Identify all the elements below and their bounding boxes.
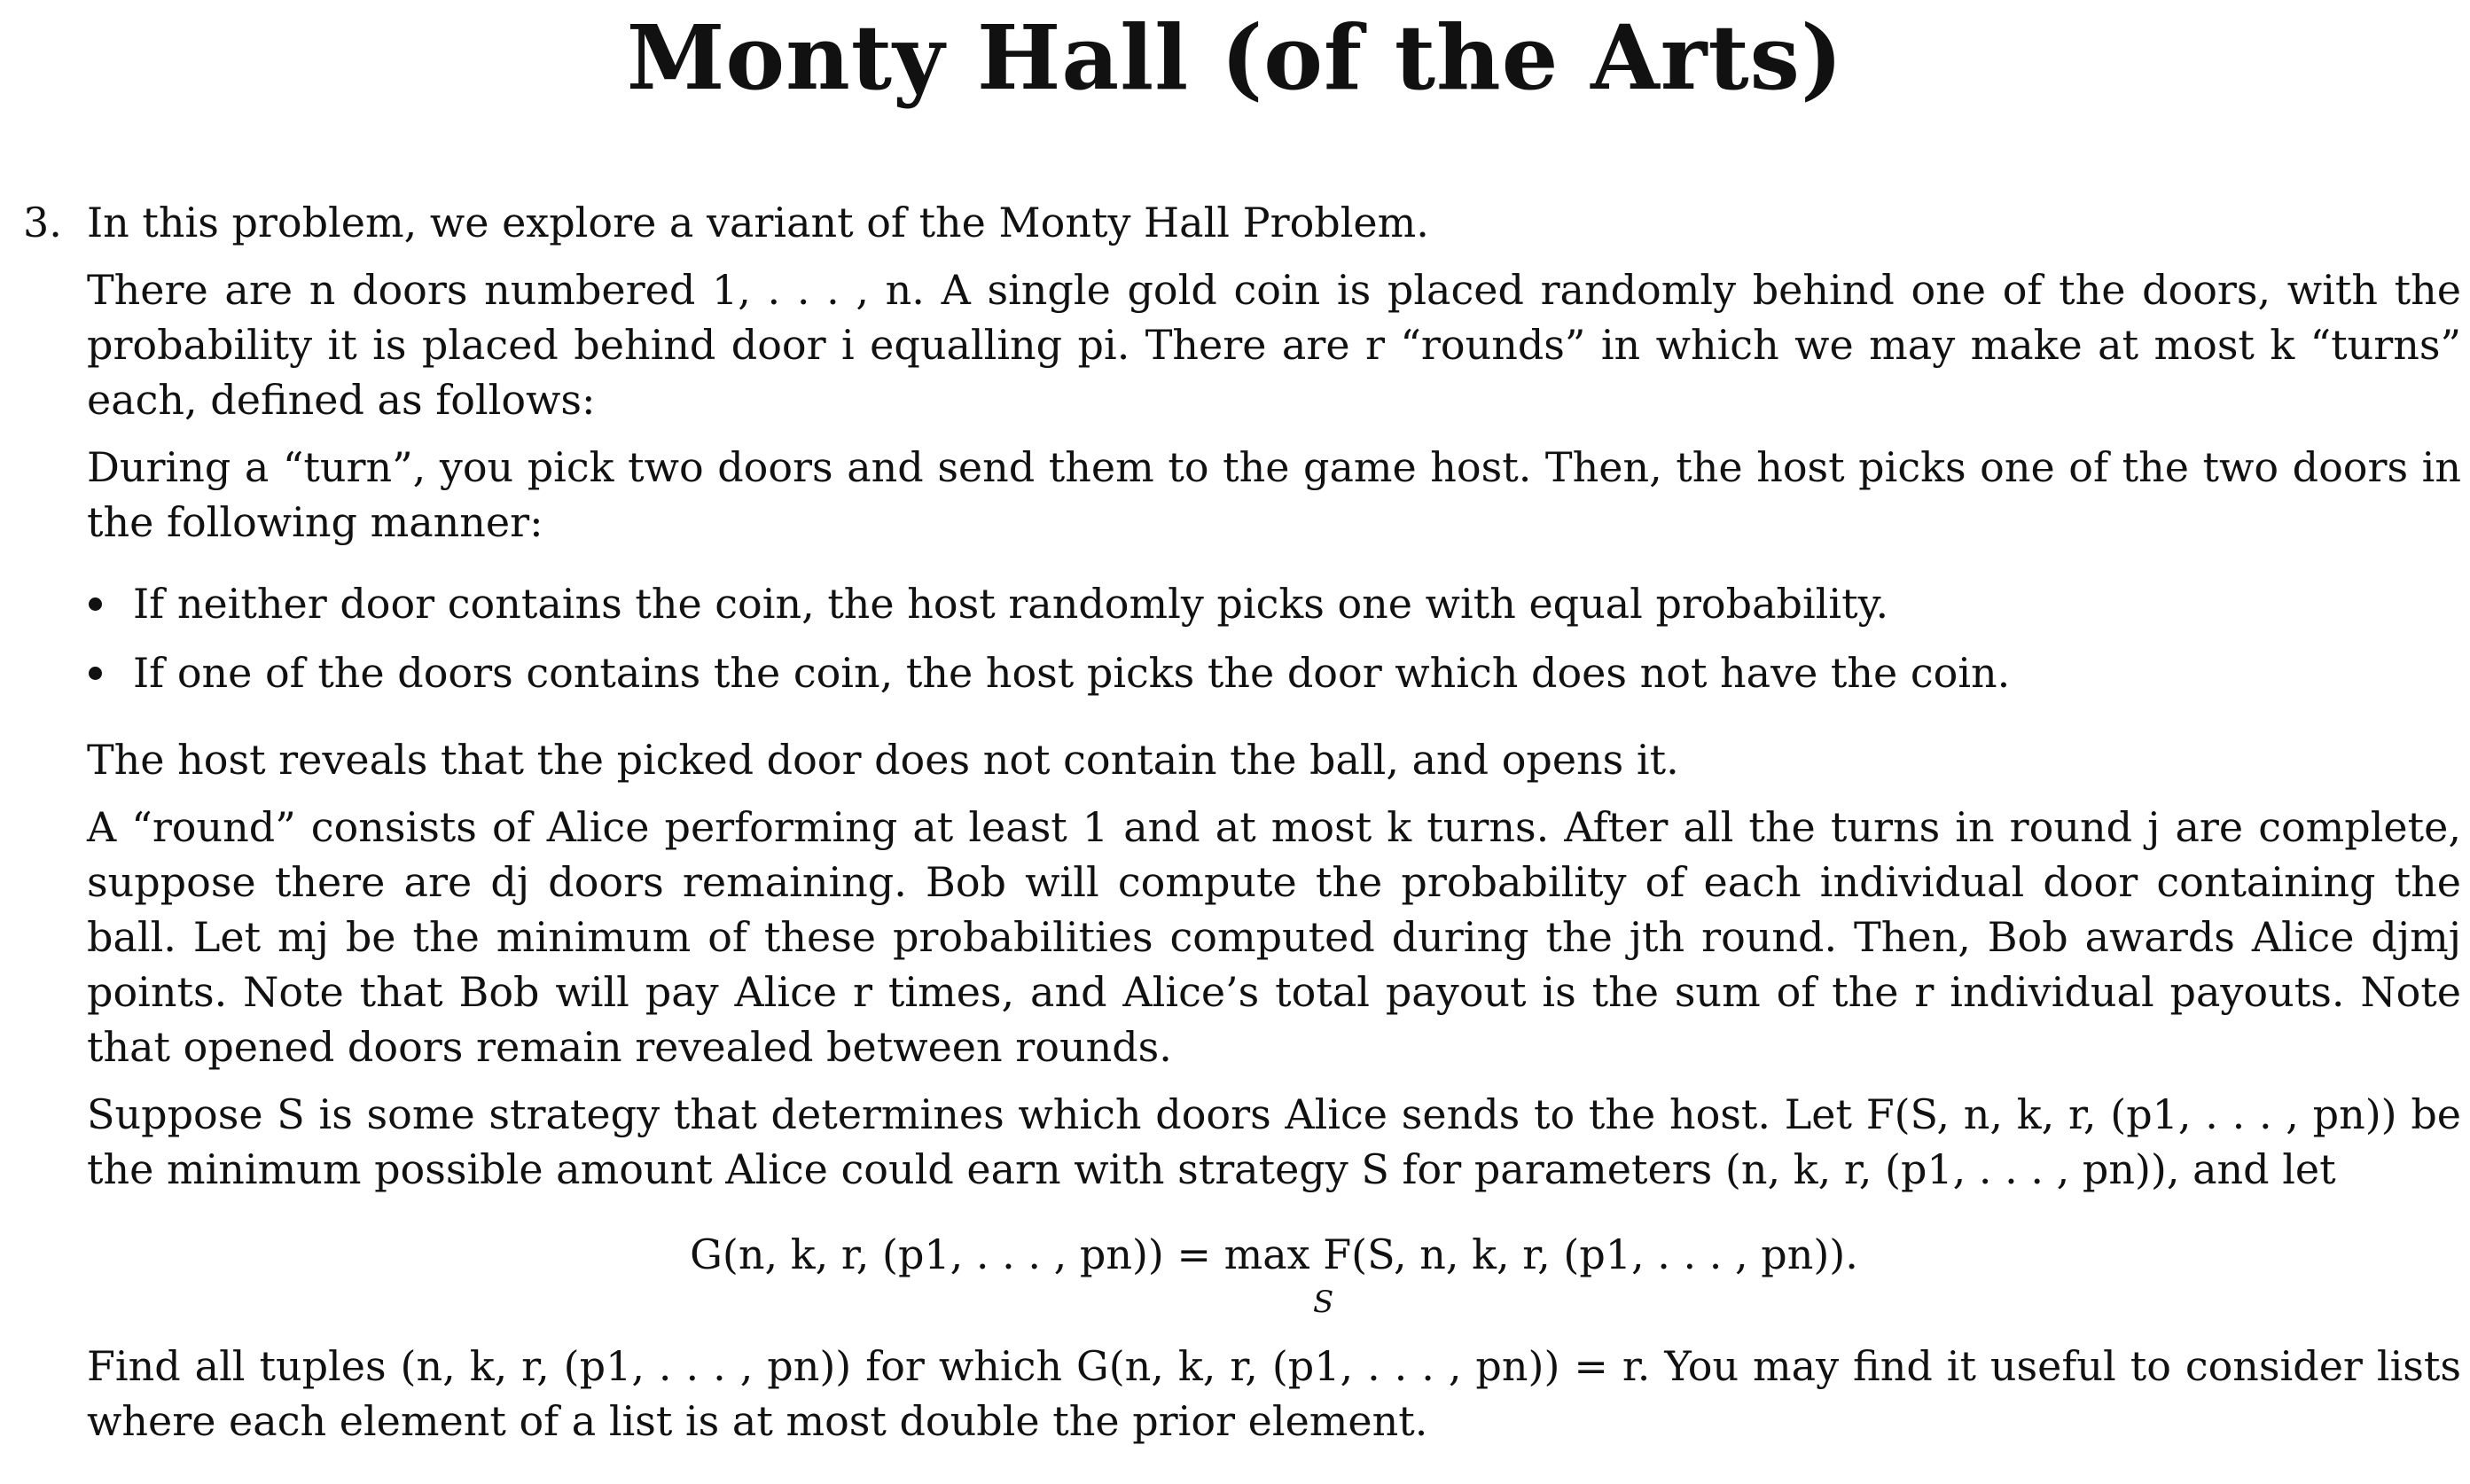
page-title: Monty Hall (of the Arts) — [626, 5, 1844, 110]
paragraph-question: Find all tuples (n, k, r, (p1, . . . , pn)) for which G(n, k, r, (p1, . . . , pn)) = r. You may find it useful to consider lists where each element of a list is at most double the prior element. — [87, 1342, 2461, 1445]
bullet-icon — [89, 667, 102, 680]
paragraph-reveal: The host reveals that the picked door does not contain the ball, and opens it. — [87, 736, 1679, 784]
bullet-list — [23, 576, 2470, 700]
problem-text-continued — [87, 732, 2461, 1449]
problem-number: 3. — [23, 199, 62, 246]
problem-text — [87, 195, 2461, 550]
list-item — [23, 576, 2470, 631]
paragraph-strategy: Suppose S is some strategy that determines which doors Alice sends to the host. Let F(S, n, k, r, (p1, . . . , pn)) be the minimum possible amount Alice could earn with strategy S for parameters (n, k, r, (p1, . . . , pn)), and let — [87, 1090, 2461, 1193]
paragraph-setup: There are n doors numbered 1, . . . , n. A single gold coin is placed randomly behind one of the doors, with the probability it is placed behind door i equalling pi. There are r “rounds” in which we may make at most k “turns” each, defined as follows: — [87, 266, 2461, 424]
list-item — [23, 645, 2470, 700]
bullet-text: If neither door contains the coin, the host randomly picks one with equal probability. — [133, 580, 1889, 628]
bullet-icon — [89, 598, 102, 611]
problem-body — [23, 195, 2470, 1461]
bullet-text: If one of the doors contains the coin, the host picks the door which does not have the coin. — [133, 649, 2011, 697]
display-equation — [87, 1227, 2461, 1320]
paragraph-turn: During a “turn”, you pick two doors and send them to the game host. Then, the host picks one of the two doors in the following manner: — [87, 443, 2461, 546]
equation-subscript: S — [1313, 1285, 1334, 1320]
paragraph-round: A “round” consists of Alice performing at least 1 and at most k turns. After all the turns in round j are complete, suppose there are dj doors remaining. Bob will compute the probability of each individual door containing the ball. Let mj be the minimum of these probabilities computed during the jth round. Then, Bob awards Alice djmj points. Note that Bob will pay Alice r times, and Alice’s total payout is the sum of the r individual payouts. Note that opened doors remain revealed between rounds. — [87, 803, 2461, 1071]
intro-paragraph: In this problem, we explore a variant of the Monty Hall Problem. — [87, 199, 1429, 246]
equation-text: G(n, k, r, (p1, . . . , pn)) = max F(S, n, k, r, (p1, . . . , pn)). — [690, 1230, 1858, 1278]
